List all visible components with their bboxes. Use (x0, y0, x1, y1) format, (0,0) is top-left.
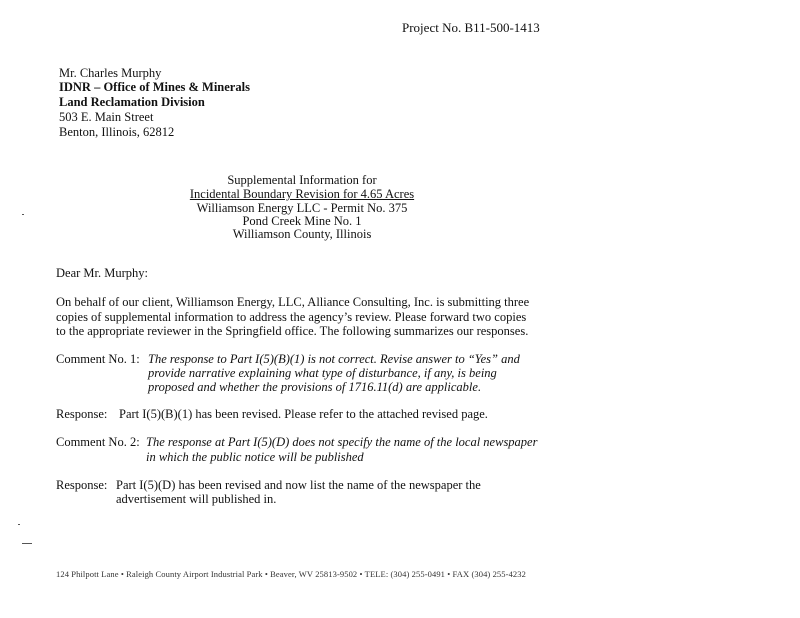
comment-2-line: in which the public notice will be published (146, 450, 364, 464)
response-2-line: advertisement will published in. (116, 492, 277, 506)
comment-1-line: The response to Part I(5)(B)(1) is not correct. Revise answer to “Yes” and (148, 352, 520, 366)
response-1-label: Response: (56, 407, 108, 421)
intro-line: copies of supplemental information to address the agency’s review. Please forward two copies (56, 310, 527, 324)
response-1-text: Part I(5)(B)(1) has been revised. Please refer to the attached revised page. (119, 407, 488, 421)
subject-line-5: Williamson County, Illinois (232, 227, 372, 241)
recipient-city: Benton, Illinois, 62812 (59, 125, 175, 139)
comment-2-label: Comment No. 2: (56, 435, 140, 449)
response-2-line: Part I(5)(D) has been revised and now list the name of the newspaper the (116, 478, 481, 492)
response-2-label: Response: (56, 478, 108, 492)
salutation: Dear Mr. Murphy: (56, 266, 148, 280)
comment-1-label: Comment No. 1: (56, 352, 140, 366)
intro-line: to the appropriate reviewer in the Springfield office. The following summarizes our responses. (56, 324, 529, 338)
scan-speck (18, 524, 20, 525)
scan-speck (22, 543, 32, 544)
comment-2-line: The response at Part I(5)(D) does not specify the name of the local newspaper (146, 435, 538, 449)
intro-line: On behalf of our client, Williamson Energy, LLC, Alliance Consulting, Inc. is submitting three (56, 295, 530, 309)
subject-line-2: Incidental Boundary Revision for 4.65 Acres (189, 187, 415, 201)
subject-line-1: Supplemental Information for (227, 173, 377, 187)
recipient-name: Mr. Charles Murphy (59, 66, 162, 80)
recipient-org: IDNR – Office of Mines & Minerals (59, 80, 250, 94)
comment-1-line: provide narrative explaining what type of disturbance, if any, is being (148, 366, 497, 380)
project-number: Project No. B11-500-1413 (402, 20, 540, 35)
comment-1-line: proposed and whether the provisions of 1716.11(d) are applicable. (148, 380, 482, 394)
recipient-street: 503 E. Main Street (59, 110, 154, 124)
recipient-division: Land Reclamation Division (59, 95, 205, 109)
subject-line-4: Pond Creek Mine No. 1 (242, 214, 362, 228)
subject-line-3: Williamson Energy LLC - Permit No. 375 (196, 201, 408, 215)
footer-address: 124 Philpott Lane • Raleigh County Airport Industrial Park • Beaver, WV 25813-9502 • TELE: (304) 255-0491 • FAX (304) 255-4232 (56, 569, 526, 579)
scan-speck (22, 214, 24, 215)
